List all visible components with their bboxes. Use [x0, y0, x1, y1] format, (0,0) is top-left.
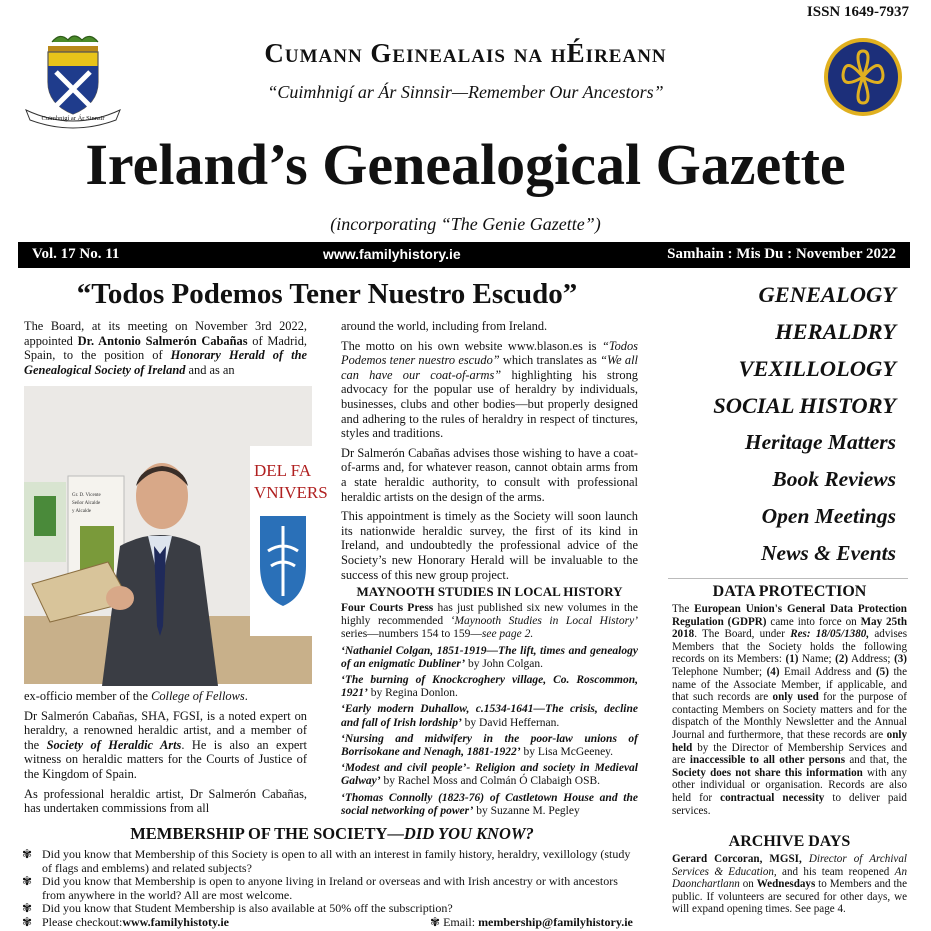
svg-text:Gr. D. Vicente: Gr. D. Vicente [72, 493, 101, 498]
divider [668, 578, 908, 579]
book-item: ‘Nathaniel Colgan, 1851-1919—The lift, times and genealogy of an enigmatic Dubliner’ by John Colgan. [341, 644, 638, 670]
topic-genealogy: GENEALOGY [758, 282, 896, 307]
topic-book-reviews: Book Reviews [772, 467, 896, 491]
herald-photo [24, 386, 328, 684]
society-heraldic-arts: Society of Heraldic Arts [46, 737, 182, 752]
data-protection-title: DATA PROTECTION [712, 583, 867, 600]
flower-bullet-icon: ✾ [22, 874, 33, 889]
motto: “Cuimhnigí ar Ár Sinnsir—Remember Our Ancestors” [267, 82, 664, 102]
topic-social-history: SOCIAL HISTORY [713, 393, 896, 418]
membership-bullet: ✾ Did you know that Student Membership is also available at 50% off the subscription? [22, 901, 453, 916]
membership-bullet: ✾ Did you know that Membership is open to anyone living in Ireland or overseas and with Irish ancestry or with ancestors from anywhere in the world? All are most welcome. [22, 874, 618, 902]
issue-date: Samhain : Mis Du : November 2022 [667, 246, 896, 262]
flower-bullet-icon: ✾ [22, 901, 33, 916]
topic-heritage-matters: Heritage Matters [744, 430, 896, 454]
maynooth-title: MAYNOOTH STUDIES IN LOCAL HISTORY [356, 584, 623, 599]
article-col1-bottom: ex-officio member of the College of Fellows. Dr Salmerón Cabañas, SHA, FGSI, is a noted expert on heraldry, a renowned heraldic artist, and a member of the Society of Heraldic Arts. He is also an expert witness on heraldic matters for the Courts of Justice of the Kingdom of Spain. As professional heraldic artist, Dr Salmerón Cabañas, has undertaken commissions from all [24, 689, 307, 816]
flower-bullet-icon: ✾ [22, 847, 33, 861]
maynooth-section: MAYNOOTH STUDIES IN LOCAL HISTORY Four Courts Press has just published six new volumes in the highly recommended ‘Maynooth Studies in Local History’ series—numbers 154 to 159—see page 2. ‘Nathaniel Colgan, 1851-1919—The lift, times and genealogy of an enigmatic Dubliner’ by John Colgan. ‘The burning of Knockcroghery village, Co. Roscommon, 1921’ by Regina Donlon. ‘Early modern Duhallow, c.1534-1641—The crisis, decline and fall of Irish lordship’ by David Heffernan. ‘Nursing and midwifery in the poor-law unions of Borrisokane and Nenagh, 1881-1922’ by Lisa McGeeney. ‘Modest and civil people’- Religion and society in Medieval Galway’ by Rachel Moss and Colmán Ó Clabaigh OSB. ‘Thomas Connolly (1823-76) of Castletown House and the social networking of power’ by Suzanne M. Pegley [341, 584, 638, 817]
archive-days-section: ARCHIVE DAYS Gerard Corcoran, MGSI, Director of Archival Services & Education, and his team reopened An Daonchartlann on Wednesdays to Members and the public. If volunteers are secured for other days, we will expand opening times. See page 4. [672, 833, 907, 916]
membership-bullet: ✾ Did you know that Membership of this Society is open to all with an interest in family history, heraldry, vexillology (study of flags and emblems) and related subjects? [22, 847, 631, 875]
book-item: ‘The burning of Knockcroghery village, Co. Roscommon, 1921’ by Regina Donlon. [341, 674, 638, 700]
svg-text:DEL FA: DEL FA [254, 461, 312, 480]
archive-days-title: ARCHIVE DAYS [728, 833, 851, 850]
membership-title: MEMBERSHIP OF THE SOCIETY—DID YOU KNOW? [130, 824, 534, 843]
flower-bullet-icon: ✾ [430, 914, 444, 929]
college-of-fellows: College of Fellows [151, 689, 245, 703]
topic-vexillology: VEXILLOLOGY [738, 356, 896, 381]
membership-section [22, 824, 642, 930]
book-item: ‘Thomas Connolly (1823-76) of Castletown House and the social networking of power’ by Suzanne M. Pegley [341, 791, 638, 817]
svg-text:VNIVERS: VNIVERS [254, 483, 328, 502]
volume-bar [18, 242, 910, 268]
topics-list [660, 276, 896, 572]
book-item: ‘Early modern Duhallow, c.1534-1641—The crisis, decline and fall of Irish lordship’ by David Heffernan. [341, 703, 638, 729]
issn: ISSN 1649-7937 [806, 4, 909, 20]
article-headline: “Todos Podemos Tener Nuestro Escudo” [76, 278, 578, 310]
herald-name: Dr. Antonio Salmerón Cabañas [77, 333, 248, 348]
email-link[interactable]: membership@familyhistory.ie [478, 914, 633, 929]
crest-scroll-text: Cuimhnigí ar Ár Sinnsir [41, 115, 105, 122]
book-item: ‘Nursing and midwifery in the poor-law unions of Borrisokane and Nenagh, 1881-1922’ by Lisa McGeeney. [341, 732, 638, 759]
article-col2: around the world, including from Ireland. The motto on his own website www.blason.es is “Todos Podemos tener nuestro escudo” which translates as “We all can have our coat-of-arms” highlighting his strong advocacy for the popular use of heraldry by individuals, businesses, clubs and other bodies—but properly designed and adhering to the rules of heraldry in respect of tinctures, styles and traditions. Dr Salmerón Cabañas advises those wishing to have a coat-of-arms and, for whatever reason, cannot obtain arms from a state heraldic authority, to consult with professional heraldic artists on the design of the arms. This appointment is timely as the Society will soon launch its nationwide heraldic survey, the first of its kind in Ireland, and undoubtedly the professional advice of the Society’s new Honorary Herald will be invaluable to the success of this new group project. [341, 319, 638, 582]
article-intro: The Board, at its meeting on November 3rd 2022, appointed Dr. Antonio Salmerón Cabañas of Madrid, Spain, to the position of Honorary Herald of the Genealogical Society of Ireland and as an [24, 319, 307, 377]
topic-news-events: News & Events [761, 541, 896, 565]
herald-role: Honorary Herald of the Genealogical Society of Ireland [24, 348, 307, 377]
data-protection-section: DATA PROTECTION The European Union's General Data Protection Regulation (GDPR) came into force on May 25th 2018. The Board, under Res: 18/05/1380, advises Members that the Society holds the following records on its Members: (1) Name; (2) Address; (3) Telephone Number; (4) Email Address and (5) the name of the Associate Member, if applicable, and that such records are only used for the purpose of contacting Members on Society matters and for the dispatch of the Monthly Newsletter and the Annual Journal and furthermore, that these records are only held by the Director of Membership Services and are inaccessible to all other persons and that, the Society does not share this information with any other individual or organisation. Records are also held for contractual necessity to deliver paid services. [672, 583, 908, 817]
masthead-title: Ireland’s Genealogical Gazette [85, 132, 846, 197]
volume-number: Vol. 17 No. 11 [32, 246, 120, 262]
incorporating-note: (incorporating “The Genie Gazette”) [330, 214, 601, 234]
book-item: ‘Modest and civil people’- Religion and society in Medieval Galway’ by Rachel Moss and Colmán Ó Clabaigh OSB. [341, 762, 638, 788]
membership-contact: ✾ Please checkout: www.familyhistoty.ie ✾ Email: membership@familyhistory.ie [22, 914, 633, 929]
email-contact: ✾ Email: membership@familyhistory.ie [430, 914, 633, 929]
flower-bullet-icon: ✾ [22, 914, 33, 929]
topic-heraldry: HERALDRY [775, 319, 896, 344]
topic-open-meetings: Open Meetings [761, 504, 896, 528]
svg-text:Señor Alcalde: Señor Alcalde [72, 501, 101, 506]
society-name: Cumann Geinealais na hÉireann [264, 38, 667, 68]
checkout-link[interactable]: www.familyhistoty.ie [122, 914, 229, 929]
svg-text:y Alcalde: y Alcalde [72, 509, 92, 514]
website-link[interactable]: www.familyhistory.ie [323, 246, 461, 262]
